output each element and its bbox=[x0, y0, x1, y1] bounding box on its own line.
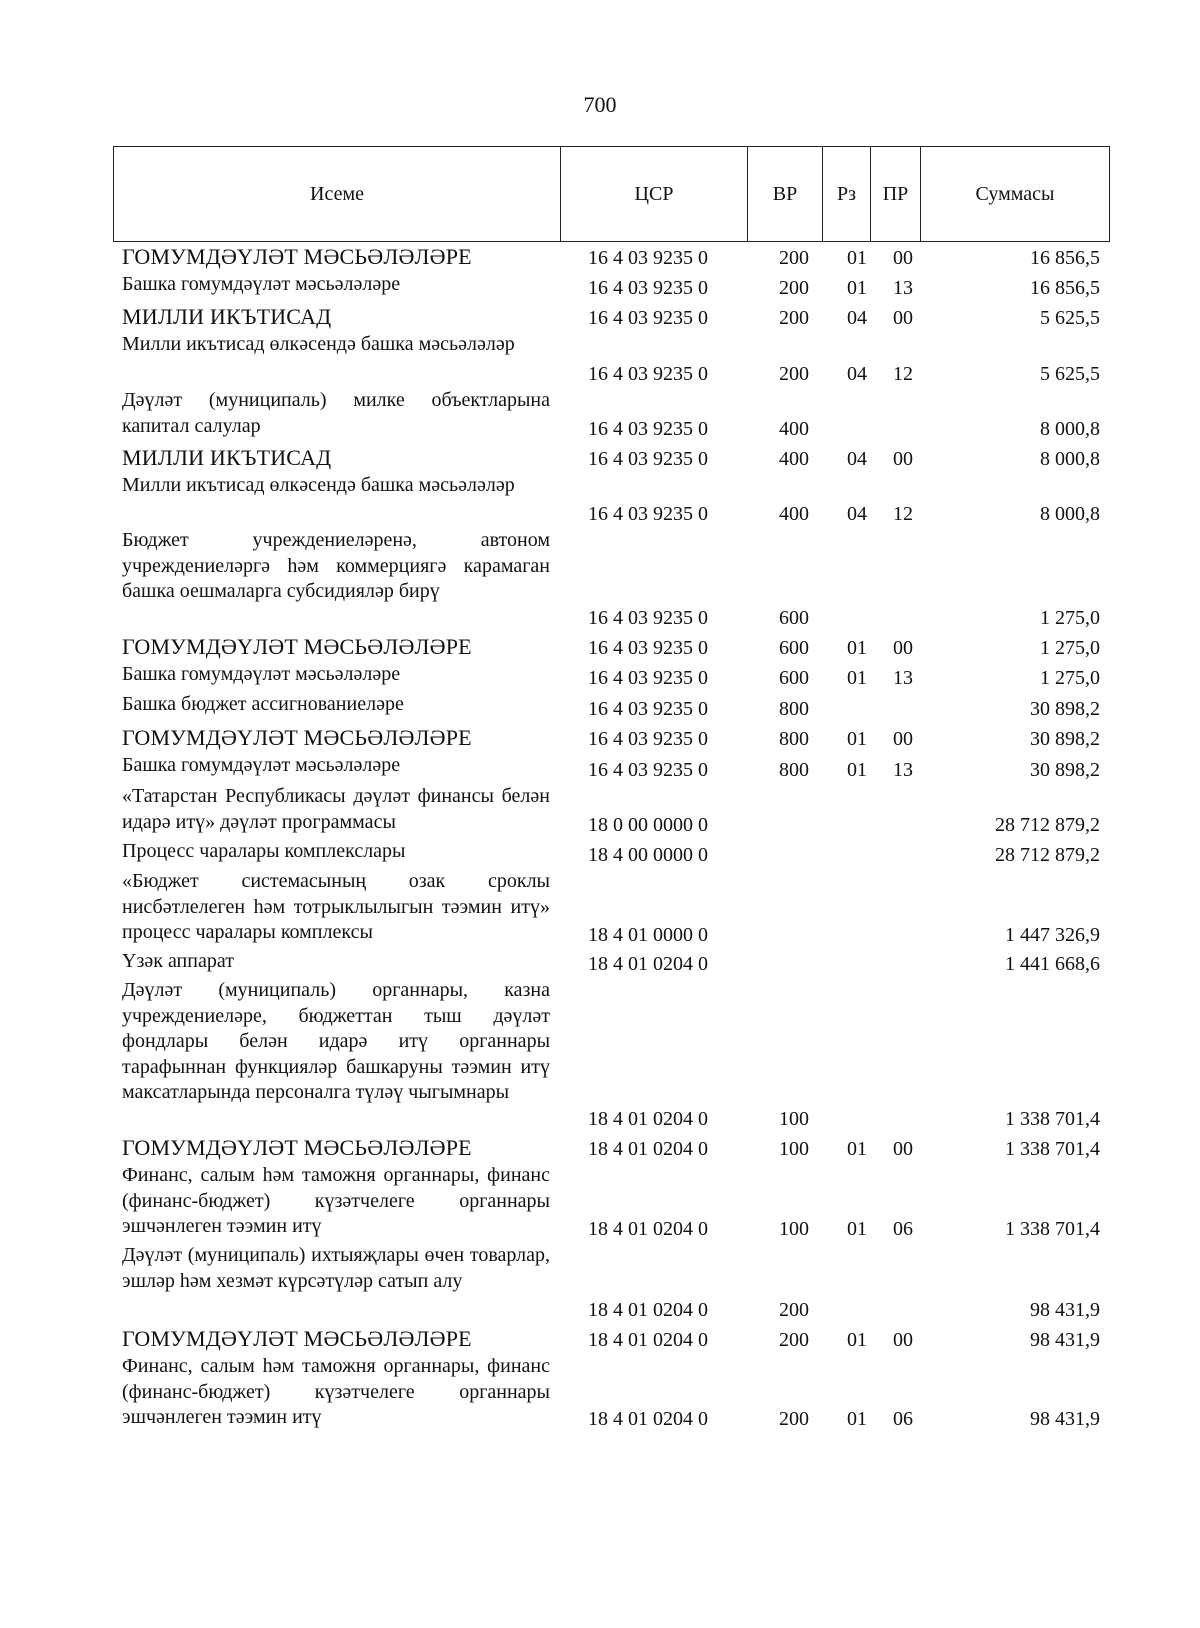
row-csr: 16 4 03 9235 0 bbox=[588, 667, 708, 689]
table-row bbox=[0, 242, 1200, 272]
row-csr: 16 4 03 9235 0 bbox=[588, 759, 708, 781]
row-vr: 800 bbox=[779, 698, 809, 720]
row-vr: 800 bbox=[779, 728, 809, 750]
row-vr: 200 bbox=[779, 1329, 809, 1351]
row-vr: 100 bbox=[779, 1218, 809, 1240]
table-row bbox=[0, 869, 1200, 949]
row-csr: 16 4 03 9235 0 bbox=[588, 363, 708, 385]
header-rz: Рз bbox=[823, 147, 871, 242]
table-row bbox=[0, 978, 1200, 1133]
row-name: Башка гомумдәүләт мәсьәләләре bbox=[122, 663, 401, 685]
row-name: «Татарстан Республикасы дәүләт финансы белән идарә итү» дәүләт программасы bbox=[122, 785, 550, 833]
table-row bbox=[0, 1354, 1200, 1433]
table-row bbox=[0, 839, 1200, 869]
row-sum: 28 712 879,2 bbox=[995, 814, 1100, 836]
table-row bbox=[0, 443, 1200, 473]
row-name: МИЛЛИ ИКЪТИСАД bbox=[122, 304, 332, 329]
row-csr: 16 4 03 9235 0 bbox=[588, 637, 708, 659]
row-csr: 18 4 01 0204 0 bbox=[588, 1329, 708, 1351]
budget-rows bbox=[0, 242, 1200, 1433]
row-sum: 1 275,0 bbox=[1040, 637, 1100, 659]
row-csr: 18 4 01 0204 0 bbox=[588, 1138, 708, 1160]
table-row bbox=[0, 1243, 1200, 1324]
row-sum: 98 431,9 bbox=[1030, 1408, 1100, 1430]
header-pr: ПР bbox=[871, 147, 921, 242]
row-name: Финанс, салым һәм таможня органнары, финанс (финанс-бюджет) күзәтчелеге органнары эшчәнлеген тәэмин итү bbox=[122, 1164, 550, 1237]
row-sum: 1 338 701,4 bbox=[1005, 1218, 1100, 1240]
row-sum: 30 898,2 bbox=[1030, 698, 1100, 720]
row-sum: 30 898,2 bbox=[1030, 728, 1100, 750]
row-csr: 16 4 03 9235 0 bbox=[588, 418, 708, 440]
row-name: МИЛЛИ ИКЪТИСАД bbox=[122, 445, 332, 470]
row-sum: 1 441 668,6 bbox=[1005, 953, 1100, 975]
row-sum: 16 856,5 bbox=[1030, 247, 1100, 269]
row-rz: 01 bbox=[847, 667, 867, 689]
table-row bbox=[0, 753, 1200, 784]
row-csr: 18 4 01 0204 0 bbox=[588, 1218, 708, 1240]
row-name: Милли икътисад өлкәсендә башка мәсьәләләр bbox=[122, 474, 515, 496]
row-pr: 13 bbox=[893, 667, 913, 689]
row-vr: 200 bbox=[779, 247, 809, 269]
row-rz: 04 bbox=[847, 503, 867, 525]
table-row bbox=[0, 1133, 1200, 1163]
row-csr: 16 4 03 9235 0 bbox=[588, 728, 708, 750]
header-csr: ЦСР bbox=[561, 147, 748, 242]
row-name: ГОМУМДӘҮЛӘТ МӘСЬӘЛӘЛӘРЕ bbox=[122, 244, 472, 269]
row-csr: 18 4 01 0204 0 bbox=[588, 953, 708, 975]
header-name: Исеме bbox=[114, 147, 561, 242]
table-row bbox=[0, 949, 1200, 978]
row-name: «Бюджет системасының озак сроклы нисбәтлелеген һәм тотрыклылыгын тәэмин итү» процесс чаралары комплексы bbox=[122, 870, 550, 943]
row-pr: 00 bbox=[893, 1138, 913, 1160]
page-number: 700 bbox=[583, 92, 617, 117]
row-name: Дәүләт (муниципаль) милке объектларына капитал салулар bbox=[122, 389, 550, 437]
row-pr: 06 bbox=[893, 1218, 913, 1240]
table-header bbox=[113, 146, 1110, 242]
row-csr: 18 4 00 0000 0 bbox=[588, 844, 708, 866]
row-rz: 01 bbox=[847, 1138, 867, 1160]
row-pr: 12 bbox=[893, 363, 913, 385]
row-sum: 5 625,5 bbox=[1040, 307, 1100, 329]
row-sum: 28 712 879,2 bbox=[995, 844, 1100, 866]
row-vr: 600 bbox=[779, 667, 809, 689]
row-csr: 18 4 01 0204 0 bbox=[588, 1299, 708, 1321]
row-rz: 04 bbox=[847, 448, 867, 470]
row-csr: 16 4 03 9235 0 bbox=[588, 503, 708, 525]
table-row bbox=[0, 692, 1200, 723]
row-vr: 400 bbox=[779, 503, 809, 525]
row-rz: 01 bbox=[847, 1408, 867, 1430]
table-row bbox=[0, 1163, 1200, 1243]
row-pr: 13 bbox=[893, 277, 913, 299]
row-pr: 00 bbox=[893, 247, 913, 269]
row-vr: 200 bbox=[779, 277, 809, 299]
row-csr: 16 4 03 9235 0 bbox=[588, 307, 708, 329]
row-pr: 00 bbox=[893, 448, 913, 470]
row-name: ГОМУМДӘҮЛӘТ МӘСЬӘЛӘЛӘРЕ bbox=[122, 1135, 472, 1160]
row-pr: 13 bbox=[893, 759, 913, 781]
row-vr: 200 bbox=[779, 307, 809, 329]
row-name: Финанс, салым һәм таможня органнары, финанс (финанс-бюджет) күзәтчелеге органнары эшчәнлеген тәэмин итү bbox=[122, 1355, 550, 1428]
row-rz: 04 bbox=[847, 363, 867, 385]
row-pr: 00 bbox=[893, 1329, 913, 1351]
row-sum: 1 338 701,4 bbox=[1005, 1138, 1100, 1160]
table-row bbox=[0, 272, 1200, 302]
row-vr: 400 bbox=[779, 418, 809, 440]
row-pr: 00 bbox=[893, 637, 913, 659]
table-row bbox=[0, 632, 1200, 662]
row-name: ГОМУМДӘҮЛӘТ МӘСЬӘЛӘЛӘРЕ bbox=[122, 1326, 472, 1351]
row-csr: 18 4 01 0204 0 bbox=[588, 1108, 708, 1130]
row-csr: 18 4 01 0204 0 bbox=[588, 1408, 708, 1430]
header-vr: ВР bbox=[748, 147, 823, 242]
row-name: Дәүләт (муниципаль) ихтыяҗлары өчен товарлар, эшләр һәм хезмәт күрсәтүләр сатып алу bbox=[122, 1244, 550, 1292]
table-row bbox=[0, 332, 1200, 388]
row-sum: 1 447 326,9 bbox=[1005, 924, 1100, 946]
row-sum: 30 898,2 bbox=[1030, 759, 1100, 781]
row-vr: 200 bbox=[779, 363, 809, 385]
row-sum: 8 000,8 bbox=[1040, 448, 1100, 470]
row-csr: 16 4 03 9235 0 bbox=[588, 277, 708, 299]
row-sum: 1 338 701,4 bbox=[1005, 1108, 1100, 1130]
row-sum: 8 000,8 bbox=[1040, 418, 1100, 440]
row-csr: 18 4 01 0000 0 bbox=[588, 924, 708, 946]
table-row bbox=[0, 1324, 1200, 1354]
row-rz: 01 bbox=[847, 1329, 867, 1351]
row-rz: 01 bbox=[847, 277, 867, 299]
row-name: Үзәк аппарат bbox=[122, 950, 234, 972]
row-sum: 98 431,9 bbox=[1030, 1299, 1100, 1321]
row-sum: 98 431,9 bbox=[1030, 1329, 1100, 1351]
row-vr: 100 bbox=[779, 1108, 809, 1130]
row-pr: 12 bbox=[893, 503, 913, 525]
row-sum: 1 275,0 bbox=[1040, 607, 1100, 629]
table-row bbox=[0, 388, 1200, 443]
row-csr: 16 4 03 9235 0 bbox=[588, 448, 708, 470]
row-pr: 00 bbox=[893, 728, 913, 750]
row-vr: 600 bbox=[779, 607, 809, 629]
table-row bbox=[0, 302, 1200, 332]
row-csr: 16 4 03 9235 0 bbox=[588, 607, 708, 629]
row-vr: 400 bbox=[779, 448, 809, 470]
row-csr: 18 0 00 0000 0 bbox=[588, 814, 708, 836]
row-name: Милли икътисад өлкәсендә башка мәсьәләләр bbox=[122, 333, 515, 355]
row-rz: 01 bbox=[847, 247, 867, 269]
row-csr: 16 4 03 9235 0 bbox=[588, 247, 708, 269]
row-rz: 04 bbox=[847, 307, 867, 329]
table-row bbox=[0, 473, 1200, 528]
row-name: Дәүләт (муниципаль) органнары, казна учреждениеләре, бюджеттан тыш дәүләт фондлары белән идарә итү органнары тарафыннан функцияләр башкаруны тәэмин итү максатларында персоналга түләү чыгымнары bbox=[122, 979, 550, 1103]
row-vr: 200 bbox=[779, 1299, 809, 1321]
row-name: Башка гомумдәүләт мәсьәләләре bbox=[122, 273, 401, 295]
row-name: ГОМУМДӘҮЛӘТ МӘСЬӘЛӘЛӘРЕ bbox=[122, 634, 472, 659]
table-row bbox=[0, 723, 1200, 753]
row-name: Башка гомумдәүләт мәсьәләләре bbox=[122, 754, 401, 776]
row-sum: 1 275,0 bbox=[1040, 667, 1100, 689]
row-rz: 01 bbox=[847, 637, 867, 659]
table-row bbox=[0, 784, 1200, 839]
row-vr: 600 bbox=[779, 637, 809, 659]
header-sum: Суммасы bbox=[921, 147, 1110, 242]
row-rz: 01 bbox=[847, 1218, 867, 1240]
row-vr: 100 bbox=[779, 1138, 809, 1160]
row-vr: 800 bbox=[779, 759, 809, 781]
row-pr: 00 bbox=[893, 307, 913, 329]
row-pr: 06 bbox=[893, 1408, 913, 1430]
row-name: ГОМУМДӘҮЛӘТ МӘСЬӘЛӘЛӘРЕ bbox=[122, 725, 472, 750]
row-sum: 8 000,8 bbox=[1040, 503, 1100, 525]
row-vr: 200 bbox=[779, 1408, 809, 1430]
row-sum: 16 856,5 bbox=[1030, 277, 1100, 299]
row-name: Процесс чаралары комплекслары bbox=[122, 840, 406, 862]
row-name: Бюджет учреждениеләренә, автоном учреждениеләргә һәм коммерциягә карамаган башка оешмаларга субсидияләр бирү bbox=[122, 529, 550, 602]
table-row bbox=[0, 662, 1200, 692]
table-row bbox=[0, 528, 1200, 632]
row-rz: 01 bbox=[847, 759, 867, 781]
row-sum: 5 625,5 bbox=[1040, 363, 1100, 385]
row-name: Башка бюджет ассигнованиеләре bbox=[122, 693, 404, 715]
row-rz: 01 bbox=[847, 728, 867, 750]
row-csr: 16 4 03 9235 0 bbox=[588, 698, 708, 720]
